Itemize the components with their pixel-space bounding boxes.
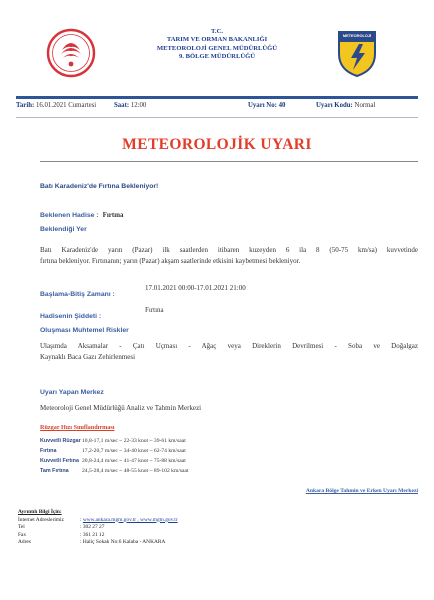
title-divider: [40, 161, 418, 162]
risks-label: Oluşması Muhtemel Riskler: [40, 327, 129, 334]
logo-text: METEOROLOJİ: [342, 33, 372, 38]
warning-code-value: Normal: [354, 102, 376, 109]
time-label: Saat:: [114, 102, 130, 109]
expected-event: [40, 204, 124, 222]
info-bar: [16, 102, 418, 114]
contact-address-label: Adres: [18, 539, 31, 546]
contact-address-value: Haliç Sokak No:6 Kalaba - ANKARA: [82, 539, 166, 546]
organization-header: [110, 28, 324, 62]
contact-fax-label: Fax: [18, 531, 27, 538]
contact-block: [18, 509, 178, 547]
contact-tel-value: 302 27 27: [82, 524, 105, 531]
contact-web-label: İnternet Adreslerimiz: [18, 516, 64, 523]
severity-label: Hadisenin Şiddeti :: [40, 313, 102, 320]
header-tc: T.C.: [211, 28, 223, 35]
wind-row-values: 24,5-28,4 m/sec ~ 48-55 knot ~ 89-102 km/saat: [82, 468, 189, 474]
header-divider: [16, 96, 418, 99]
wind-row-values: 10,8-17,1 m/sec ~ 22-33 knot ~ 39-61 km/saat: [82, 438, 186, 444]
date-label: Tarih:: [16, 102, 35, 109]
period-value: 17.01.2021 00:00-17.01.2021 21:00: [145, 284, 246, 292]
header-ministry: TARIM VE ORMAN BAKANLIĞI: [166, 36, 268, 44]
wind-row: [40, 436, 189, 446]
ministry-logo: [46, 28, 96, 78]
info-divider: [16, 117, 418, 118]
time-value: 12:00: [130, 102, 147, 109]
contact-tel-row: Tel : 302 27 27: [18, 524, 105, 531]
wind-row: [40, 456, 189, 466]
contact-web-value[interactable]: www.ankara.mgm.gov.tr , www.mgm.gov.tr: [82, 516, 178, 523]
period-label: Başlama-Bitiş Zamanı :: [40, 291, 115, 298]
issuer-value: Meteoroloji Genel Müdürlüğü Analiz ve Tahmin Merkezi: [40, 404, 202, 412]
expected-place-label: Beklendiği Yer: [40, 226, 87, 233]
wind-row-values: 20,8-24,4 m/sec ~ 41-47 knot ~ 75-88 km/saat: [82, 458, 186, 464]
wind-row: [40, 446, 189, 456]
page-title: METEOROLOJİK UYARI: [122, 136, 312, 153]
warning-number: Uyarı No: 40: [248, 102, 286, 109]
contact-tel-label: Tel: [18, 524, 25, 531]
contact-address-row: Adres : Haliç Sokak No:6 Kalaba - ANKARA: [18, 539, 166, 546]
expected-event-label: Beklenen Hadise :: [40, 212, 99, 219]
place-text-line-1: Batı Karadeniz'de yarın (Pazar) ilk saatlerden itibaren kuzeyden 6 ila 8 (50-75 km/sa) kuvvetinde: [40, 246, 418, 254]
severity-value: Fırtına: [145, 306, 164, 314]
wind-row-name: Kuvvetli Rüzgar: [40, 438, 81, 444]
risks-line-2: Kaynaklı Baca Gazı Zehirlenmesi: [40, 352, 136, 361]
wind-row-name: Kuvvetli Fırtına: [40, 458, 79, 464]
wind-row: [40, 466, 189, 476]
expected-place-text: [40, 245, 418, 266]
wind-row-values: 17,2-20,7 m/sec ~ 34-40 knot ~ 62-74 km/saat: [82, 448, 186, 454]
contact-fax-value: 361 21 12: [82, 531, 105, 538]
period-row: [40, 283, 420, 301]
risks-line-1: Ulaşımda Aksamalar - Çatı Uçması - Ağaç veya Direklerin Devrilmesi - Soba ve Doğalgaz: [40, 342, 418, 350]
meteoroloji-logo: [335, 28, 379, 78]
header-directorate: METEOROLOJİ GENEL MÜDÜRLÜĞÜ: [156, 44, 278, 52]
risks-text: [40, 341, 418, 362]
wind-table-title: Rüzgar Hızı Sınıflandırması: [40, 424, 115, 431]
place-text-line-2: fırtına bekleniyor. Fırtınanın; yarın (Pazar) akşam saatlerinde etkisini kaybetmesi bekleniyor.: [40, 256, 301, 265]
issuer-label: Uyarı Yapan Merkez: [40, 389, 104, 396]
expected-event-value: Fırtına: [102, 211, 124, 219]
wind-table: [40, 436, 189, 476]
severity-row: [40, 305, 420, 323]
wind-row-name: Tam Fırtına: [40, 468, 69, 474]
contact-title: Ayrıntılı Bilgi İçin:: [18, 509, 62, 515]
center-note: Ankara Bölge Tahmin ve Erken Uyarı Merkezi: [305, 488, 418, 494]
warning-code-label: Uyarı Kodu:: [316, 102, 353, 109]
header-region: 9. BÖLGE MÜDÜRLÜĞÜ: [178, 53, 255, 61]
contact-web-row: İnternet Adreslerimiz : www.ankara.mgm.gov.tr , www.mgm.gov.tr: [18, 516, 178, 523]
date-value: 16.01.2021 Cumartesi: [35, 102, 97, 109]
warning-headline: Batı Karadeniz'de Fırtına Bekleniyor!: [40, 183, 159, 190]
contact-fax-row: Fax : 361 21 12: [18, 531, 105, 538]
wind-row-name: Fırtına: [40, 448, 57, 454]
